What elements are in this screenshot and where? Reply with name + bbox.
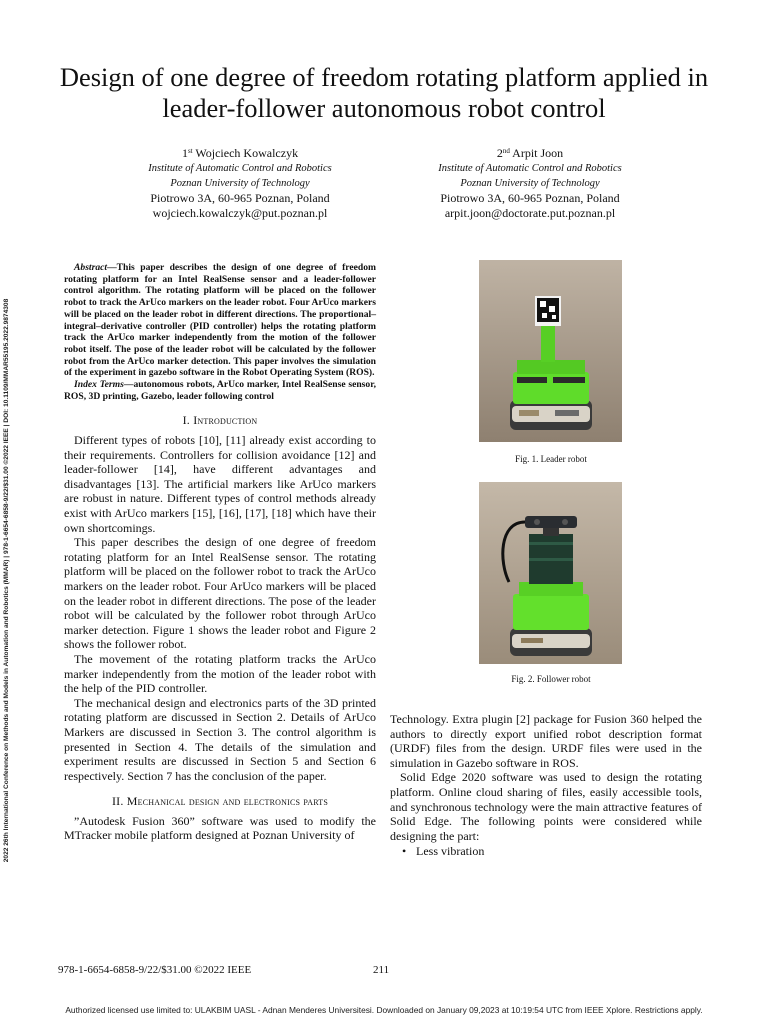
author-institute: Institute of Automatic Control and Robotics (148, 163, 332, 174)
author-name: Wojciech Kowalczyk (195, 146, 299, 160)
paper-title: Design of one degree of freedom rotating platform applied in leader-follower autonomous robot control (59, 62, 709, 123)
page-number: 211 (373, 964, 390, 976)
author-block-1 (90, 144, 390, 221)
author-name: Arpit Joon (512, 146, 564, 160)
index-terms: Index Terms—autonomous robots, ArUco marker, Intel RealSense sensor, ROS, 3D printing, Gazebo, leader following control (64, 379, 376, 402)
author-university: Poznan University of Technology (170, 178, 310, 189)
section-heading-mechanical-design: II. Mechanical design and electronics parts (111, 794, 329, 809)
author-email: arpit.joon@doctorate.put.poznan.pl (444, 206, 616, 220)
paragraph: The mechanical design and electronics parts of the 3D printed rotating platform are discussed in Section 2. Details of ArUco Markers are discussed in Section 3. The control algorithm is presented in Section 4. The details of the simulation and experiment results are discussed in Section 5 and Section 6 respectively. Section 7 has the conclusion of the paper. (64, 695, 376, 783)
follower-robot-photo (479, 482, 622, 664)
author-name-line: 1st Wojciech Kowalczyk (181, 146, 299, 160)
leader-robot-photo (479, 260, 622, 442)
authorized-use-notice: Authorized licensed use limited to: ULAKBIM UASL - Adnan Menderes Universitesi. Downloaded on January 09,2023 at 10:19:54 UTC from IEEE Xplore. Restrictions apply. (65, 1005, 703, 1015)
abstract: Abstract—This paper describes the design of one degree of freedom rotating platform for an Intel RealSense sensor and a leader-follower control algorithm. The rotating platform will be placed on the follower robot to track the ArUco markers on the leader robot. Four ArUco markers will be placed on the leader robot in different directions. The proportional–integral–derivative controller (PID controller) helps the rotating platform track the ArUco marker independently from the motion of the follower robot itself. The pose of the leader robot will be calculated by the follower robot from the ArUco marker detection. This paper involves the simulation of the experiment in gazebo software in the Robot Operating System (ROS). (64, 262, 376, 379)
side-strip-text: 2022 26th International Conference on Methods and Models in Automation and Robotics (MMAR) | 978-1-6654-6858-9/22/$31.00 ©2022 IEEE | DOI: 10.1109/MMAR55195.2022.9874308 (3, 298, 11, 862)
author-email: wojciech.kowalczyk@put.poznan.pl (152, 206, 328, 220)
footer-isbn: 978-1-6654-6858-9/22/$31.00 ©2022 IEEE (58, 964, 252, 976)
paragraph: Technology. Extra plugin [2] package for Fusion 360 helped the authors to directly export unified robot description format (URDF) files from the design. URDF files were used in the simulation in Gazebo software in ROS. (390, 712, 702, 770)
paragraph: Different types of robots [10], [11] already exist according to their requirements. Controllers for collision avoidance [12] and leader-follower [14], have different advantages and disadvantages [13]. The artificial markers like ArUco markers are robust in nature. Different types of control methods already exist with ArUco markers [15], [16], [17], [18] which have their own shortcomings. (64, 433, 376, 535)
author-institute: Institute of Automatic Control and Robotics (438, 163, 622, 174)
list-item (390, 844, 702, 859)
figure-caption: Fig. 1. Leader robot (515, 454, 587, 464)
list-item-text: Less vibration (416, 844, 485, 859)
figure-caption: Fig. 2. Follower robot (511, 674, 591, 684)
paragraph: This paper describes the design of one degree of freedom rotating platform for an Intel RealSense sensor. The rotating platform will be placed on the follower robot to track the ArUco markers on the leader robot. Four ArUco markers will be placed on the leader robot in different directions. The pose of the leader robot will be calculated by the follower robot through ArUco marker detection. Figure 1 shows the leader robot and Figure 2 shows the follower robot. (64, 535, 376, 652)
section-heading-introduction: I. Introduction (182, 413, 258, 428)
author-name-line: 2nd Arpit Joon (496, 146, 564, 160)
author-block-2 (380, 144, 680, 221)
author-address: Piotrowo 3A, 60-965 Poznan, Poland (150, 191, 330, 205)
right-column (390, 712, 702, 859)
conference-side-strip (0, 210, 14, 950)
paragraph: The movement of the rotating platform tracks the ArUco marker independently from the motion of the leader robot with the help of the PID controller. (64, 651, 376, 696)
bullet-icon: • (402, 844, 407, 859)
left-column (64, 262, 376, 843)
paragraph: Solid Edge 2020 software was used to design the rotating platform. Online cloud sharing of files, easily accessible tools, and synchronous technology were the main attractive features of Solid Edge. The following points were considered while designing the part: (390, 770, 702, 843)
paragraph: ”Autodesk Fusion 360” software was used to modify the MTracker mobile platform designed at Poznan University of (64, 813, 376, 843)
author-university: Poznan University of Technology (460, 178, 600, 189)
author-address: Piotrowo 3A, 60-965 Poznan, Poland (440, 191, 620, 205)
